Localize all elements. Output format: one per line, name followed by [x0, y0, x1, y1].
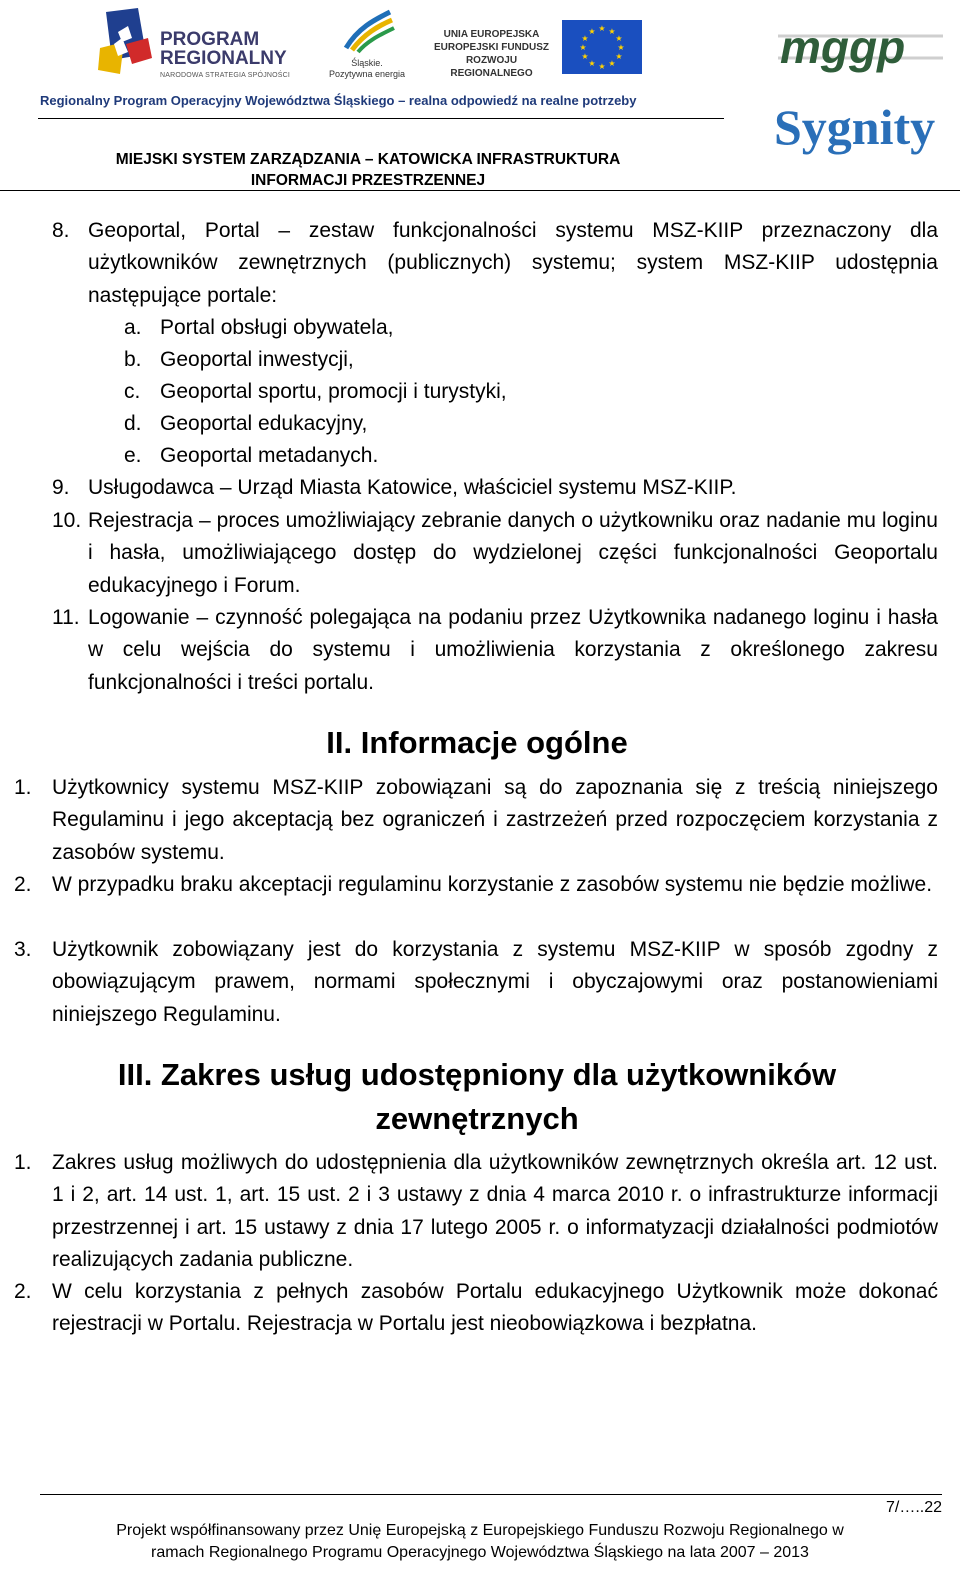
logo-program-line3: NARODOWA STRATEGIA SPÓJNOŚCI [160, 72, 291, 79]
system-title-line2: INFORMACJI PRZESTRZENNEJ [250, 172, 486, 189]
list-text: Logowanie – czynność polegająca na podaniu przez Użytkownika nadanego loginu i hasła w celu wejścia do systemu i umożliwienia korzystania z określonego zakresu funkcjonalności i treści portalu. [88, 606, 938, 694]
slaskie-logo [322, 8, 412, 82]
definition-item [52, 602, 938, 699]
program-regionalny-logo [98, 8, 308, 80]
footer-line1: Projekt współfinansowany przez Unię Europejską z Europejskiego Funduszu Rozwoju Regionalnego w [116, 1522, 844, 1539]
section3-item [14, 1276, 938, 1341]
section-heading-3-line2: zewnętrznych [375, 1101, 579, 1136]
list-letter: e. [124, 444, 142, 467]
logo-eu-line1: UNIA EUROPEJSKA [443, 29, 540, 40]
list-number: 2. [14, 1280, 32, 1303]
page-header [0, 0, 960, 195]
logo-program-line1: PROGRAM [160, 29, 260, 50]
program-regionalny-emblem-icon [98, 8, 156, 78]
svg-text:★: ★ [598, 62, 606, 71]
list-text: Geoportal, Portal – zestaw funkcjonalności systemu MSZ-KIIP przeznaczony dla użytkowników zewnętrznych (publicznych) systemu; system MSZ-KIIP udostępnia następujące portale: [88, 219, 938, 307]
list-letter: c. [124, 380, 141, 403]
eu-logo [420, 18, 645, 78]
definition-item [52, 472, 938, 504]
portal-subitem [124, 440, 824, 472]
list-text: Rejestracja – proces umożliwiający zebranie danych o użytkowniku oraz nadanie mu loginu i hasła, umożliwiającego dostęp do wydzielonej części funkcjonalności Geoportalu edukacyjnego i Forum. [88, 509, 938, 597]
portal-subitem [124, 312, 824, 344]
svg-text:★: ★ [598, 24, 606, 33]
list-number: 10. [52, 509, 82, 532]
header-bottom-rule [0, 190, 960, 191]
logo-slaskie-line2: Pozytywna energia [328, 69, 406, 79]
section3-item [14, 1147, 938, 1277]
list-letter: b. [124, 348, 142, 371]
list-number: 11. [52, 606, 80, 629]
definition-item [52, 505, 938, 602]
svg-text:★: ★ [588, 59, 596, 68]
list-text: Geoportal metadanych. [160, 444, 379, 467]
sygnity-logo [772, 98, 947, 160]
logo-eu-line3: ROZWOJU REGIONALNEGO [450, 55, 533, 79]
list-number: 1. [14, 1151, 32, 1174]
section2-item [14, 772, 938, 869]
logo-program-line2: REGIONALNY [160, 48, 287, 69]
svg-text:★: ★ [608, 27, 616, 36]
list-text: Portal obsługi obywatela, [160, 316, 394, 339]
list-text: Geoportal sportu, promocji i turystyki, [160, 380, 507, 403]
list-text: Geoportal inwestycji, [160, 348, 354, 371]
portal-subitem [124, 344, 824, 376]
header-divider [38, 118, 724, 119]
list-text: Zakres usług możliwych do udostępnienia dla użytkowników zewnętrznych określa art. 12 ust. 1 i 2, art. 14 ust. 1, art. 15 ust. 2 i 3 ustawy z dnia 4 marca 2010 r. o infrastrukturze informacji przestrzennej i art. 15 ustawy z dnia 17 lutego 2005 r. o informatyzacji działalności podmiotów realizujących zadania publiczne. [52, 1151, 938, 1272]
svg-text:★: ★ [588, 27, 596, 36]
section2-item [14, 934, 938, 1031]
system-title [40, 149, 696, 191]
page-number: 7/…..22 [885, 1499, 942, 1516]
slaskie-swoosh-icon [338, 8, 398, 54]
list-text: Użytkownicy systemu MSZ-KIIP zobowiązani są do zapoznania się z treścią niniejszego Regulaminu i jego akceptacją bez ograniczeń i zastrzeżeń przed rozpoczęciem korzystania z zasobów systemu. [52, 776, 938, 864]
svg-text:★: ★ [617, 43, 625, 52]
svg-text:★: ★ [615, 34, 623, 43]
logo-mggp-text: mggp [780, 21, 906, 73]
list-number: 1. [14, 776, 32, 799]
list-text: Usługodawca – Urząd Miasta Katowice, właściciel systemu MSZ-KIIP. [88, 476, 737, 499]
list-number: 3. [14, 938, 32, 961]
definition-item [52, 215, 938, 312]
svg-text:★: ★ [579, 43, 587, 52]
list-number: 2. [14, 873, 32, 896]
eu-flag-icon [562, 20, 642, 74]
list-text: Geoportal edukacyjny, [160, 412, 368, 435]
list-letter: a. [124, 316, 142, 339]
section-heading-2: II. Informacje ogólne [326, 725, 628, 760]
list-text: W przypadku braku akceptacji regulaminu korzystanie z zasobów systemu nie będzie możliwe. [52, 873, 933, 896]
system-title-line1: MIEJSKI SYSTEM ZARZĄDZANIA – KATOWICKA INFRASTRUKTURA [115, 151, 621, 168]
portal-subitem [124, 376, 824, 408]
svg-text:★: ★ [581, 34, 589, 43]
section-heading-3 [0, 1053, 954, 1141]
mggp-logo [778, 18, 943, 76]
svg-text:★: ★ [615, 52, 623, 61]
svg-text:★: ★ [581, 52, 589, 61]
list-text: W celu korzystania z pełnych zasobów Portalu edukacyjnego Użytkownik może dokonać rejestracji w Portalu. Rejestracja w Portalu jest nieobowiązkowa i bezpłatna. [52, 1280, 938, 1336]
footer-divider [40, 1494, 942, 1495]
logo-eu-line2: EUROPEJSKI FUNDUSZ [433, 42, 549, 53]
header-tagline: Regionalny Program Operacyjny Województwa Śląskiego – realna odpowiedź na realne potrzeby [40, 93, 637, 108]
svg-text:★: ★ [608, 59, 616, 68]
list-letter: d. [124, 412, 142, 435]
section2-item [14, 869, 938, 901]
portal-subitem [124, 408, 824, 440]
page-footer [40, 1520, 920, 1564]
logo-sygnity-text: Sygnity [774, 99, 936, 155]
section-heading-3-line1: III. Zakres usług udostępniony dla użytkowników [117, 1057, 837, 1092]
list-number: 8. [52, 219, 70, 242]
footer-line2: ramach Regionalnego Programu Operacyjnego Województwa Śląskiego na lata 2007 – 2013 [151, 1544, 809, 1561]
list-number: 9. [52, 476, 70, 499]
list-text: Użytkownik zobowiązany jest do korzystania z systemu MSZ-KIIP w sposób zgodny z obowiązującym prawem, normami społecznymi i obyczajowymi oraz postanowieniami niniejszego Regulaminu. [52, 938, 938, 1026]
logo-slaskie-line1: Śląskie. [351, 58, 383, 68]
